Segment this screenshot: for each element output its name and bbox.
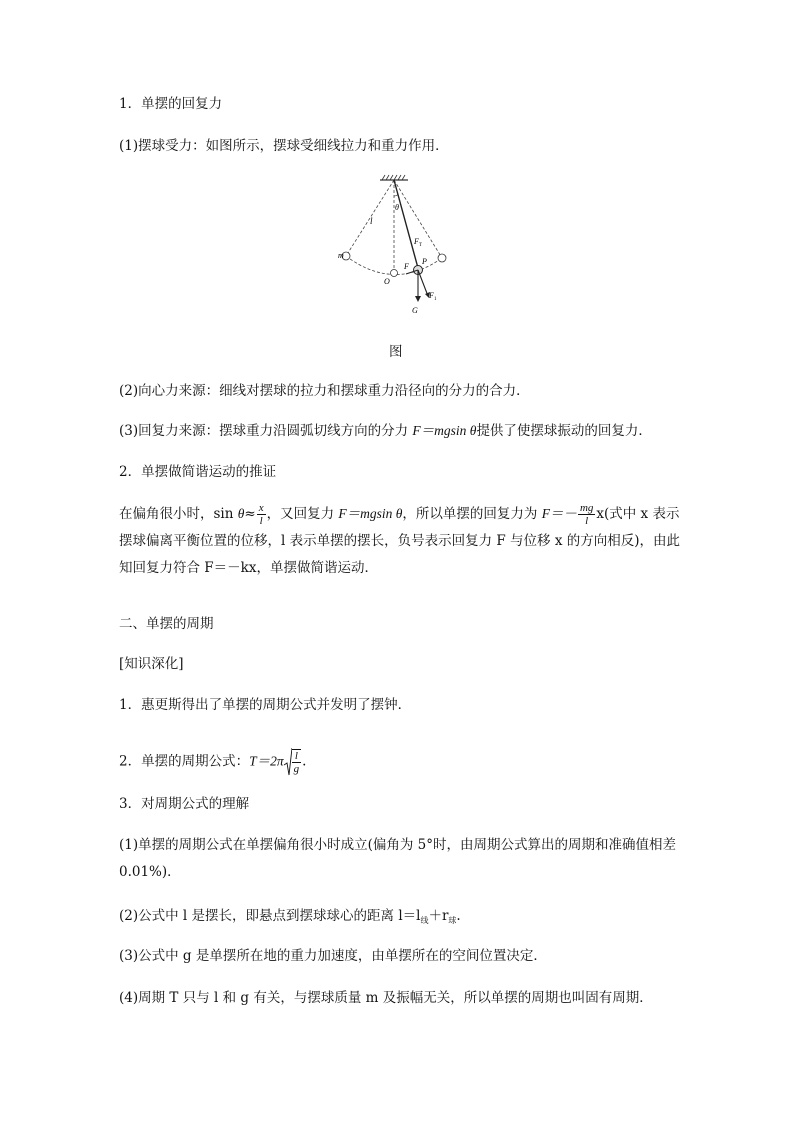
fraction-x-over-l	[257, 502, 266, 527]
item-understanding: 3．对周期公式的理解	[119, 796, 250, 812]
text-segment: (3)回复力来源：摆球重力沿圆弧切线方向的分力	[119, 423, 413, 439]
fraction-numerator: mg	[579, 502, 594, 514]
section-heading-restoring-force: 1．单摆的回复力	[119, 96, 223, 112]
fraction-numerator: l	[292, 750, 302, 763]
formula-restoring-force: F＝mgsin θ	[338, 506, 403, 521]
paragraph-gravity-acceleration: (3)公式中 g 是单摆所在地的重力加速度，由单摆所在的空间位置决定．	[119, 948, 547, 964]
section-heading-period: 二、单摆的周期	[119, 616, 214, 632]
paragraph-shm-proof	[119, 500, 684, 582]
text-segment: ，所以单摆的回复力为	[402, 506, 542, 522]
formula-prefix: F＝－	[541, 506, 577, 521]
paragraph-restoring-source	[119, 421, 652, 441]
text-segment: x(式中 x 表示摆球偏离平衡位置的位移，l 表示单摆的摆长，负号表示回复力 F 与位移 x 的方向相反)，由此知回复力符合 F＝－kx，单摆做简谐运动．	[119, 506, 681, 576]
pendulum-figure	[332, 174, 452, 324]
fraction-mg-over-l	[578, 502, 595, 527]
fraction	[292, 749, 302, 775]
label-FT-sub: T	[419, 243, 423, 248]
paragraph-natural-period: (4)周期 T 只与 l 和 g 有关，与摆球质量 m 及振幅无关，所以单摆的周期也叫固有周期．	[119, 990, 653, 1006]
section-heading-shm-proof: 2．单摆做简谐运动的推证	[119, 464, 277, 480]
label-m: m	[338, 251, 344, 260]
paragraph-small-angle-condition: (1)单摆的周期公式在单摆偏角很小时成立(偏角为 5°时，由周期公式算出的周期和准确值相差 0.01%)．	[119, 837, 677, 880]
text-segment: ，又回复力	[266, 506, 339, 522]
text-segment: 提供了使摆球振动的回复力．	[476, 423, 652, 439]
label-FT: F	[414, 237, 419, 246]
fraction-numerator: x	[258, 502, 264, 514]
formula-restoring-force: F＝mgsin θ	[412, 423, 477, 438]
text-segment: 在偏角很小时，sin	[119, 506, 238, 522]
text-segment: .	[302, 753, 307, 770]
text-segment: ＋r	[428, 908, 449, 924]
paragraph-length-definition	[119, 906, 461, 931]
sqrt-l-over-g	[284, 747, 303, 777]
label-F1: F	[429, 291, 434, 300]
knowledge-deepening-label: [知识深化]	[119, 656, 184, 672]
item-huygens: 1．惠更斯得出了单摆的周期公式并发明了摆钟．	[119, 697, 412, 713]
text-segment: 2．单摆的周期公式：	[119, 753, 250, 770]
radical-sign	[284, 747, 292, 777]
fraction-denominator: l	[259, 515, 263, 527]
subscript-line: 线	[420, 916, 429, 925]
paragraph-centripetal-source: (2)向心力来源：细线对摆球的拉力和摆球重力沿径向的分力的合力．	[119, 383, 530, 399]
label-O: O	[384, 277, 390, 286]
text-segment: .	[456, 908, 461, 924]
symbol-theta: θ	[237, 506, 245, 521]
formula-period: T＝2π	[249, 753, 284, 769]
fraction-denominator: g	[293, 763, 300, 775]
paragraph-force-analysis: (1)摆球受力：如图所示，摆球受细线拉力和重力作用．	[119, 138, 449, 154]
symbol-approx: ≈	[244, 506, 256, 522]
item-period-formula	[119, 747, 306, 777]
figure-caption: 图	[389, 344, 403, 360]
label-l: l	[370, 216, 373, 226]
text-segment: (2)公式中 l 是摆长，即悬点到摆球球心的距离 l＝l	[119, 908, 421, 924]
label-theta: θ	[395, 203, 399, 212]
label-F: F	[404, 262, 409, 271]
label-G: G	[412, 306, 418, 315]
label-P: P	[422, 257, 427, 266]
fraction-denominator: l	[585, 515, 589, 527]
subscript-ball: 球	[448, 916, 457, 925]
label-F1-sub: 1	[434, 297, 437, 302]
